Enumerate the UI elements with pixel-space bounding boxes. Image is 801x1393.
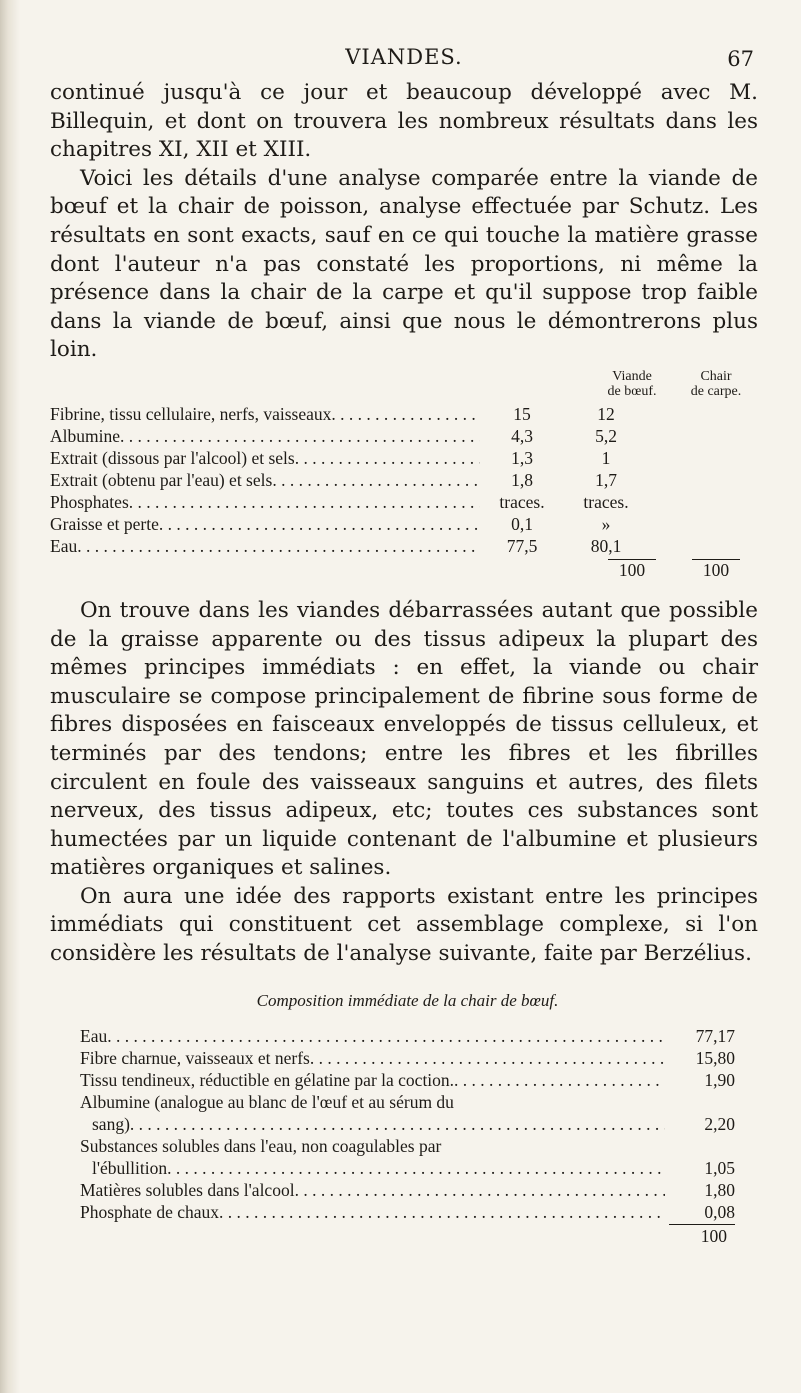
table-row (80, 1047, 735, 1069)
paragraph-continuation: continué jusqu'à ce jour et beaucoup développé avec M. Billequin, et dont on trouvera les nombreux résultats dans les chapitres XI, XII et XIII. (50, 80, 758, 163)
table-row (80, 1179, 735, 1201)
column-header-beef: Viande de bœuf. (607, 368, 657, 399)
total-carp: 100 (674, 557, 758, 583)
table-row (50, 491, 758, 513)
row-value: 1,90 (704, 1069, 735, 1090)
value-carp: 1,7 (595, 469, 617, 490)
row-label: Tissu tendineux, réductible en gélatine par la coction. (80, 1069, 455, 1090)
value-beef: 1,8 (511, 469, 533, 490)
row-label: l'ébullition (92, 1157, 168, 1178)
table-row (50, 425, 758, 447)
table-totals-row (50, 557, 758, 583)
comparison-table (50, 369, 758, 597)
row-label: Graisse et perte (50, 513, 159, 534)
dot-leader (130, 1113, 665, 1135)
dot-leader (167, 1157, 665, 1179)
table-row (80, 1025, 735, 1047)
value-carp: 1 (601, 447, 611, 468)
composition-table-title: Composition immédiate de la chair de bœuf. (256, 990, 559, 1010)
dot-leader (295, 1179, 665, 1201)
row-value: 1,05 (704, 1157, 735, 1178)
row-label-line1: Albumine (analogue au blanc de l'œuf et au sérum du (80, 1091, 454, 1112)
value-beef: 0,1 (511, 513, 533, 534)
row-label-line1: Substances solubles dans l'eau, non coagulables par (80, 1135, 442, 1156)
comparison-table-header (50, 369, 758, 403)
dot-leader (272, 469, 480, 491)
row-label: Albumine (50, 425, 120, 446)
value-carp: traces. (583, 491, 629, 512)
dot-leader (159, 513, 480, 535)
value-beef: 1,3 (511, 447, 533, 468)
dot-leader (295, 447, 480, 469)
value-carp: 80,1 (590, 535, 622, 556)
value-carp: 5,2 (595, 425, 617, 446)
paragraph-meat-composition: On trouve dans les viandes débarrassées autant que possible de la graisse apparente ou des tissus adipeux la plupart des mêmes principes immédiats : en effet, la viande ou chair musculaire se compose principalement de fibrine sous forme de fibres disposées en faisceaux enveloppés de tissus celluleux, et terminés par des tendons; entre les fibres et les fibrilles circulent en foule des vaisseaux sanguins et autres, des filets nerveux, des tissus adipeux, etc; toutes ces substances sont humectées par un liquide contenant de l'albumine et plusieurs matières organiques et salines. (50, 597, 758, 881)
row-value: 77,17 (695, 1025, 735, 1046)
dot-leader (107, 1025, 665, 1047)
row-label: Matières solubles dans l'alcool (80, 1179, 295, 1200)
composition-table (80, 991, 735, 1249)
dot-leader (310, 1047, 665, 1069)
row-label: Fibre charnue, vaisseaux et nerfs (80, 1047, 310, 1068)
table-row (50, 403, 758, 425)
table-row (80, 1069, 735, 1091)
paragraph-schutz-analysis: Voici les détails d'une analyse comparée entre la viande de bœuf et la chair de poisson, analyse effectuée par Schutz. Les résultats en sont exacts, sauf en ce qui touche la matière grasse dont l'auteur n'a pas constaté les proportions, ni même la présence dans la chair de la carpe et qu'il suppose trop faible dans la viande de bœuf, ainsi que nous le démontrerons plus loin. (50, 165, 758, 363)
dot-leader (129, 491, 480, 513)
table-row (80, 1157, 735, 1179)
table-row (50, 535, 758, 557)
column-header-carp: Chair de carpe. (690, 368, 742, 399)
row-value: 2,20 (704, 1113, 735, 1134)
row-label: Fibrine, tissu cellulaire, nerfs, vaisseaux (50, 403, 332, 424)
book-page (50, 45, 758, 1249)
table-row (50, 513, 758, 535)
row-label: Extrait (dissous par l'alcool) et sels (50, 447, 295, 468)
table-row (80, 1201, 735, 1223)
dot-leader (454, 1069, 665, 1091)
dot-leader (77, 535, 480, 557)
value-beef: traces. (499, 491, 545, 512)
table-row (50, 447, 758, 469)
row-label: Phosphate de chaux (80, 1201, 219, 1222)
composition-total: 100 (80, 1223, 735, 1249)
dot-leader (331, 403, 480, 425)
dot-leader (219, 1201, 665, 1223)
paragraph-berzelius-intro: On aura une idée des rapports existant entre les principes immédiats qui constituent cet assemblage complexe, si l'on considère les résultats de l'analyse suivante, faite par Berzélius. (50, 883, 758, 967)
row-label: Extrait (obtenu par l'eau) et sels (50, 469, 273, 490)
row-label: Eau (80, 1025, 108, 1046)
value-carp: » (601, 513, 611, 534)
row-value: 1,80 (704, 1179, 735, 1200)
value-carp: 12 (597, 403, 615, 424)
row-value: 15,80 (695, 1047, 735, 1068)
running-title: VIANDES. (345, 45, 463, 69)
table-row (80, 1113, 735, 1135)
table-row (50, 469, 758, 491)
book-spine-shadow (0, 0, 20, 1393)
page-header (50, 45, 758, 79)
row-label: sang) (92, 1113, 130, 1134)
total-beef: 100 (590, 557, 674, 583)
row-label: Phosphates (50, 491, 129, 512)
value-beef: 77,5 (506, 535, 538, 556)
value-beef: 4,3 (511, 425, 533, 446)
dot-leader (120, 425, 480, 447)
row-label: Eau (50, 535, 78, 556)
row-value: 0,08 (704, 1201, 735, 1222)
page-number: 67 (727, 47, 754, 71)
value-beef: 15 (513, 403, 531, 424)
